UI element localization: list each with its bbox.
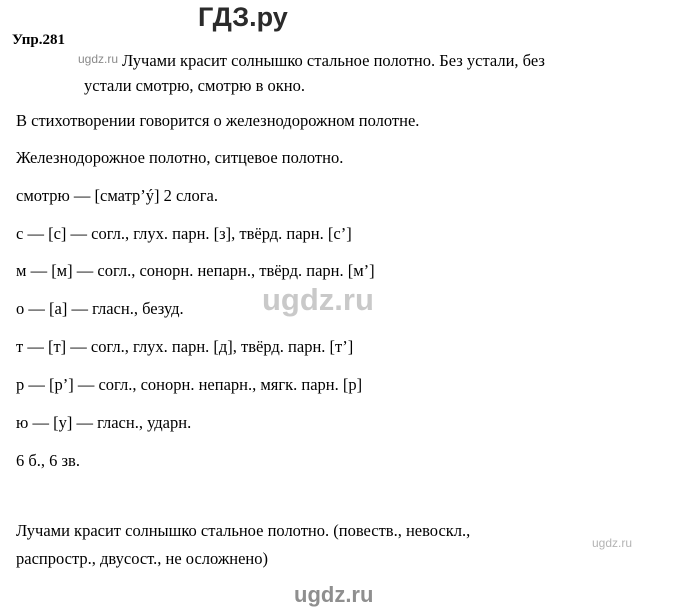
final-line-2: распростр., двусост., не осложнено): [16, 549, 268, 568]
final-line-1: Лучами красит солнышко стальное полотно. (повеств., невоскл.,: [16, 521, 471, 540]
watermark-center: ugdz.ru: [262, 282, 374, 317]
task-line-2: устали смотрю, смотрю в окно.: [84, 76, 305, 95]
watermark-inline: ugdz.ru: [78, 52, 119, 66]
task-line-1: Лучами красит солнышко стальное полотно. Без устали, без: [122, 51, 545, 70]
answer-line: т — [т] — согл., глух. парн. [д], твёрд. парн. [т’]: [16, 337, 354, 356]
exercise-number: Упр.281: [12, 32, 66, 48]
answer-line: р — [р’] — согл., сонорн. непарн., мягк. парн. [р]: [16, 375, 363, 394]
answer-line: 6 б., 6 зв.: [16, 451, 80, 470]
answer-line: Железнодорожное полотно, ситцевое полотно.: [16, 148, 344, 167]
answer-line: м — [м] — согл., сонорн. непарн., твёрд. парн. [м’]: [16, 261, 375, 280]
answer-line: о — [а] — гласн., безуд.: [16, 299, 184, 318]
final-sentence: [16, 517, 616, 573]
answer-line: ю — [у] — гласн., ударн.: [16, 413, 192, 432]
site-logo: ГДЗ.ру: [198, 2, 288, 32]
answer-line: с — [с] — согл., глух. парн. [з], твёрд. парн. [с’]: [16, 224, 352, 243]
answer-line: В стихотворении говорится о железнодорожном полотне.: [16, 111, 420, 130]
watermark-bottom: ugdz.ru: [294, 582, 374, 607]
answer-line: смотрю — [сматр’ý] 2 слога.: [16, 186, 219, 205]
watermark-right: ugdz.ru: [592, 536, 633, 550]
